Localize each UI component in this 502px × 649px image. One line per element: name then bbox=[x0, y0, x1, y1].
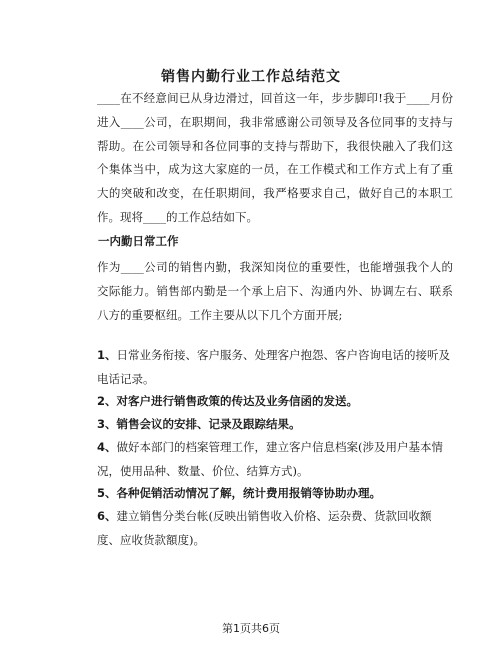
list-item-number: 4、 bbox=[97, 440, 117, 454]
list-item bbox=[73, 413, 453, 437]
list-item-text: 销售会议的安排、记录及跟踪结果。 bbox=[116, 417, 301, 431]
list-item bbox=[73, 505, 453, 553]
list-item-text: 各种促销活动情况了解，统计费用报销等协助办理。 bbox=[116, 486, 382, 500]
intro-paragraph: ____在不经意间已从身边滑过，回首这一年，步步脚印!我于____月份进入____公司，在职期间，我非常感谢公司领导及各位同事的支持与帮助。在公司领导和各位同事的支持与帮助下，我很快融入了我们这个集体当中，成为这大家庭的一员，在工作模式和工作方式上有了重大的突破和改变，在任职期间，我严格要求自己，做好自己的本职工作。现将____的工作总结如下。 bbox=[97, 91, 453, 224]
list-item-number: 2、 bbox=[97, 394, 117, 408]
list-item-text: 建立销售分类台帐(反映出销售收入价格、运杂费、货款回收额度、应收货款額度)。 bbox=[97, 509, 432, 547]
list-item-number: 6、 bbox=[97, 509, 117, 523]
list-item-text: 日常业务衔接、客户服务、处理客户抱怨、客户咨询电话的接听及电话记录。 bbox=[97, 348, 451, 386]
list-item-text: 做好本部门的档案管理工作，建立客户信息档案(涉及用户基本情况，使用品种、数量、价位、结算方式)。 bbox=[97, 440, 443, 478]
list-item-number: 1、 bbox=[97, 348, 117, 362]
document-title: 销售内勤行业工作总结范文 bbox=[161, 69, 341, 85]
list-item bbox=[73, 390, 453, 414]
list-item-number: 5、 bbox=[97, 486, 117, 500]
list-item-text: 对客户进行销售政策的传达及业务信函的发送。 bbox=[116, 394, 359, 408]
section-paragraph: 作为____公司的销售内勤，我深知岗位的重要性，也能增强我个人的交际能力。销售部内勤是一个承上启下、沟通内外、协调左右、联系八方的重要枢纽。工作主要从以下几个方面开展; bbox=[97, 260, 453, 322]
list-item bbox=[73, 482, 453, 506]
page-number-footer: 第1页共6页 bbox=[222, 622, 280, 635]
list-item bbox=[73, 344, 453, 392]
list-item-number: 3、 bbox=[97, 417, 117, 431]
list-item bbox=[73, 436, 453, 484]
section-heading: 一内勤日常工作 bbox=[98, 234, 179, 248]
